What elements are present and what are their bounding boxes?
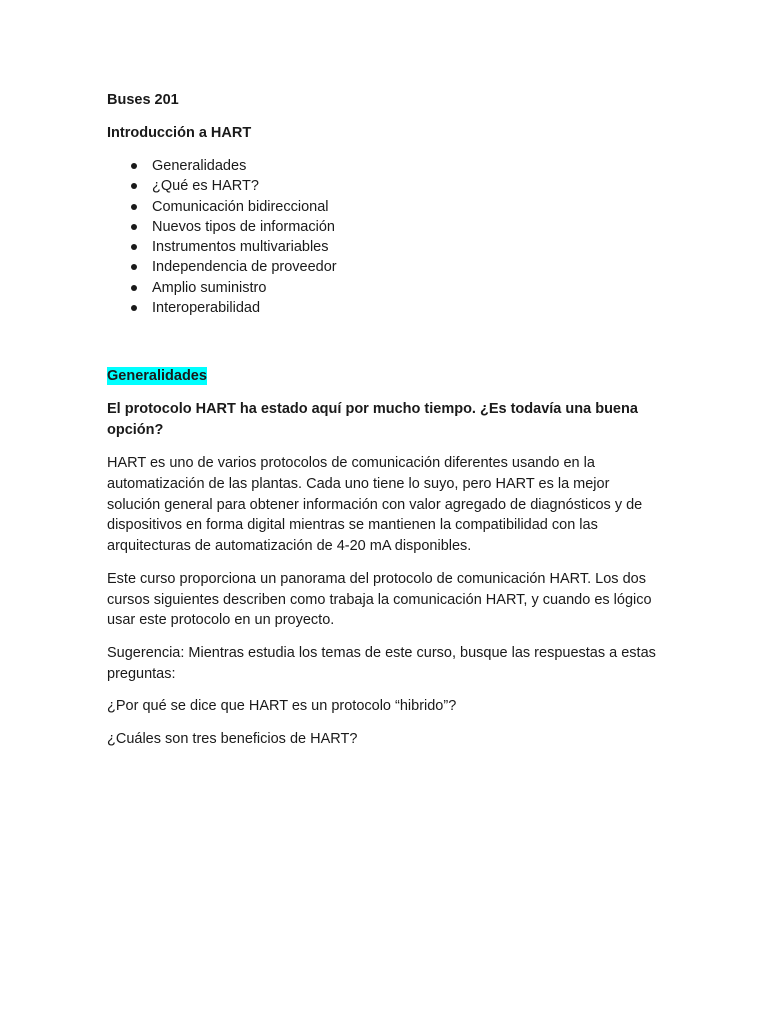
list-item xyxy=(152,197,662,217)
topic-list xyxy=(107,156,662,318)
question: ¿Por qué se dice que HART es un protocolo “hibrido”? xyxy=(107,698,457,715)
bullet-icon xyxy=(131,204,137,210)
list-item xyxy=(152,217,662,237)
paragraph: Sugerencia: Mientras estudia los temas de este curso, busque las respuestas a estas preguntas: xyxy=(107,645,656,682)
bullet-icon xyxy=(131,244,137,250)
list-item-label: Independencia de proveedor xyxy=(152,259,337,276)
list-item xyxy=(152,156,662,176)
list-item-label: Interoperabilidad xyxy=(152,300,261,317)
bullet-icon xyxy=(131,163,137,169)
list-item xyxy=(152,257,662,277)
bullet-icon xyxy=(131,183,137,189)
list-item-label: Comunicación bidireccional xyxy=(152,198,329,215)
bullet-icon xyxy=(131,224,137,230)
list-item xyxy=(152,298,662,318)
document-page xyxy=(107,90,662,762)
list-item-label: ¿Qué es HART? xyxy=(152,178,259,195)
paragraph: HART es uno de varios protocolos de comunicación diferentes usando en la automatización de las plantas. Cada uno tiene lo suyo, pero HART es la mejor solución general para obtener información con valor agregado de diagnósticos y de dispositivos en forma digital mientras se mantienen la compatibilidad con las arquitecturas de automatización de 4-20 mA disponibles. xyxy=(107,455,643,555)
highlighted-section-label: Generalidades xyxy=(107,368,207,385)
section-subheading: El protocolo HART ha estado aquí por mucho tiempo. ¿Es todavía una buena opción? xyxy=(107,401,638,439)
intro-heading: Introducción a HART xyxy=(107,125,252,141)
list-item xyxy=(152,176,662,196)
list-item-label: Instrumentos multivariables xyxy=(152,239,329,256)
bullet-icon xyxy=(131,305,137,311)
list-item-label: Nuevos tipos de información xyxy=(152,218,335,235)
list-item-label: Generalidades xyxy=(152,158,247,174)
section-heading xyxy=(107,366,662,387)
paragraph: Este curso proporciona un panorama del protocolo de comunicación HART. Los dos cursos siguientes describen como trabaja la comunicación HART, y cuando es lógico usar este protocolo en un proyecto. xyxy=(107,570,652,629)
list-item-label: Amplio suministro xyxy=(152,279,267,296)
bullet-icon xyxy=(131,264,137,270)
bullet-icon xyxy=(131,285,137,291)
list-item xyxy=(152,278,662,298)
question: ¿Cuáles son tres beneficios de HART? xyxy=(107,731,358,748)
document-title: Buses 201 xyxy=(107,92,179,108)
list-item xyxy=(152,237,662,257)
